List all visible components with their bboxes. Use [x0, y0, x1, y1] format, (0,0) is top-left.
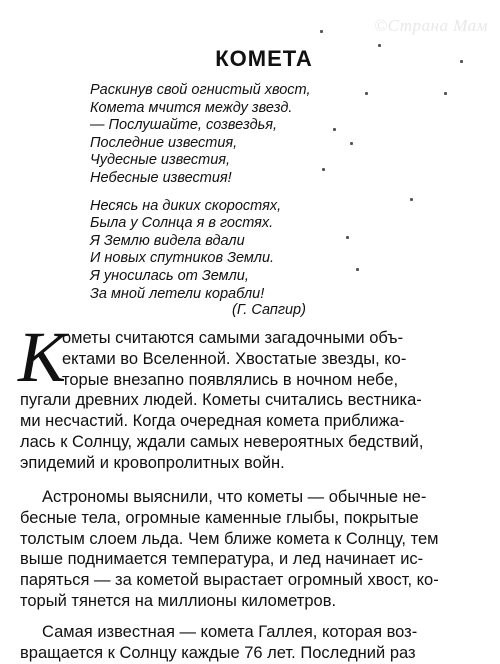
poem	[90, 82, 350, 303]
poem-line: Чудесные известия,	[90, 152, 231, 169]
text-line: торые внезапно появлялись в ночном небе,	[62, 370, 399, 389]
text-line: выше поднимается температура, и лед начинает ис-	[20, 550, 424, 569]
text-line: вращается к Солнцу каждые 76 лет. Последний раз	[20, 643, 416, 662]
poem-line: Я уносилась от Земли,	[90, 267, 249, 284]
text-line: ектами во Вселенной. Хвостатые звезды, ко-	[62, 349, 407, 368]
text-line: ми несчастий. Когда очередная комета приближа-	[20, 412, 405, 431]
text-line: лась к Солнцу, ждали самых невероятных бедствий,	[20, 432, 424, 451]
paragraph-1	[20, 328, 498, 474]
star-speck	[320, 30, 323, 33]
poem-author: (Г. Сапгир)	[232, 302, 306, 318]
poem-line: Комета мчится между звезд.	[90, 99, 293, 116]
star-speck	[378, 44, 381, 47]
text-line: торый тянется на миллионы километров.	[20, 591, 337, 610]
text-line: эпидемий и кровопролитных войн.	[20, 453, 285, 472]
star-speck	[460, 60, 463, 63]
poem-line: За мной летели корабли!	[90, 285, 265, 302]
star-speck	[356, 268, 359, 271]
poem-line: Несясь на диких скоростях,	[90, 197, 282, 214]
page-title: КОМЕТА	[215, 46, 313, 71]
watermark: ©Страна Мам	[374, 16, 488, 35]
text-line: пугали древних людей. Кометы считались вестника-	[20, 391, 422, 410]
poem-line: Небесные известия!	[90, 169, 232, 186]
text-line: Самая известная — комета Галлея, которая воз-	[42, 623, 418, 641]
poem-stanza-1	[90, 82, 350, 188]
text-line: паряться — за кометой вырастает огромный хвост, ко-	[20, 571, 439, 590]
poem-line: Была у Солнца я в гостях.	[90, 215, 274, 232]
text-line: толстым слоем льда. Чем ближе комета к Солнцу, тем	[20, 529, 439, 548]
star-speck	[410, 198, 413, 201]
poem-line: Я Землю видела вдали	[90, 232, 245, 249]
poem-line: Последние известия,	[90, 134, 238, 151]
poem-line: — Послушайте, созвездья,	[90, 117, 278, 134]
star-speck	[444, 92, 447, 95]
star-speck	[333, 128, 336, 131]
star-speck	[365, 92, 368, 95]
paragraph-3	[20, 622, 498, 664]
drop-cap: К	[18, 317, 66, 397]
star-speck	[350, 142, 353, 145]
star-speck	[322, 168, 325, 171]
poem-line: Раскинув свой огнистый хвост,	[90, 82, 311, 98]
text-line: ометы считаются самыми загадочными объ-	[62, 329, 404, 347]
star-speck	[346, 236, 349, 239]
text-line: бесные тела, огромные каменные глыбы, покрытые	[20, 508, 419, 527]
poem-line: И новых спутников Земли.	[90, 250, 275, 267]
text-line: Астрономы выяснили, что кометы — обычные не-	[42, 488, 427, 506]
poem-stanza-2	[90, 198, 350, 304]
paragraph-2	[20, 487, 498, 612]
